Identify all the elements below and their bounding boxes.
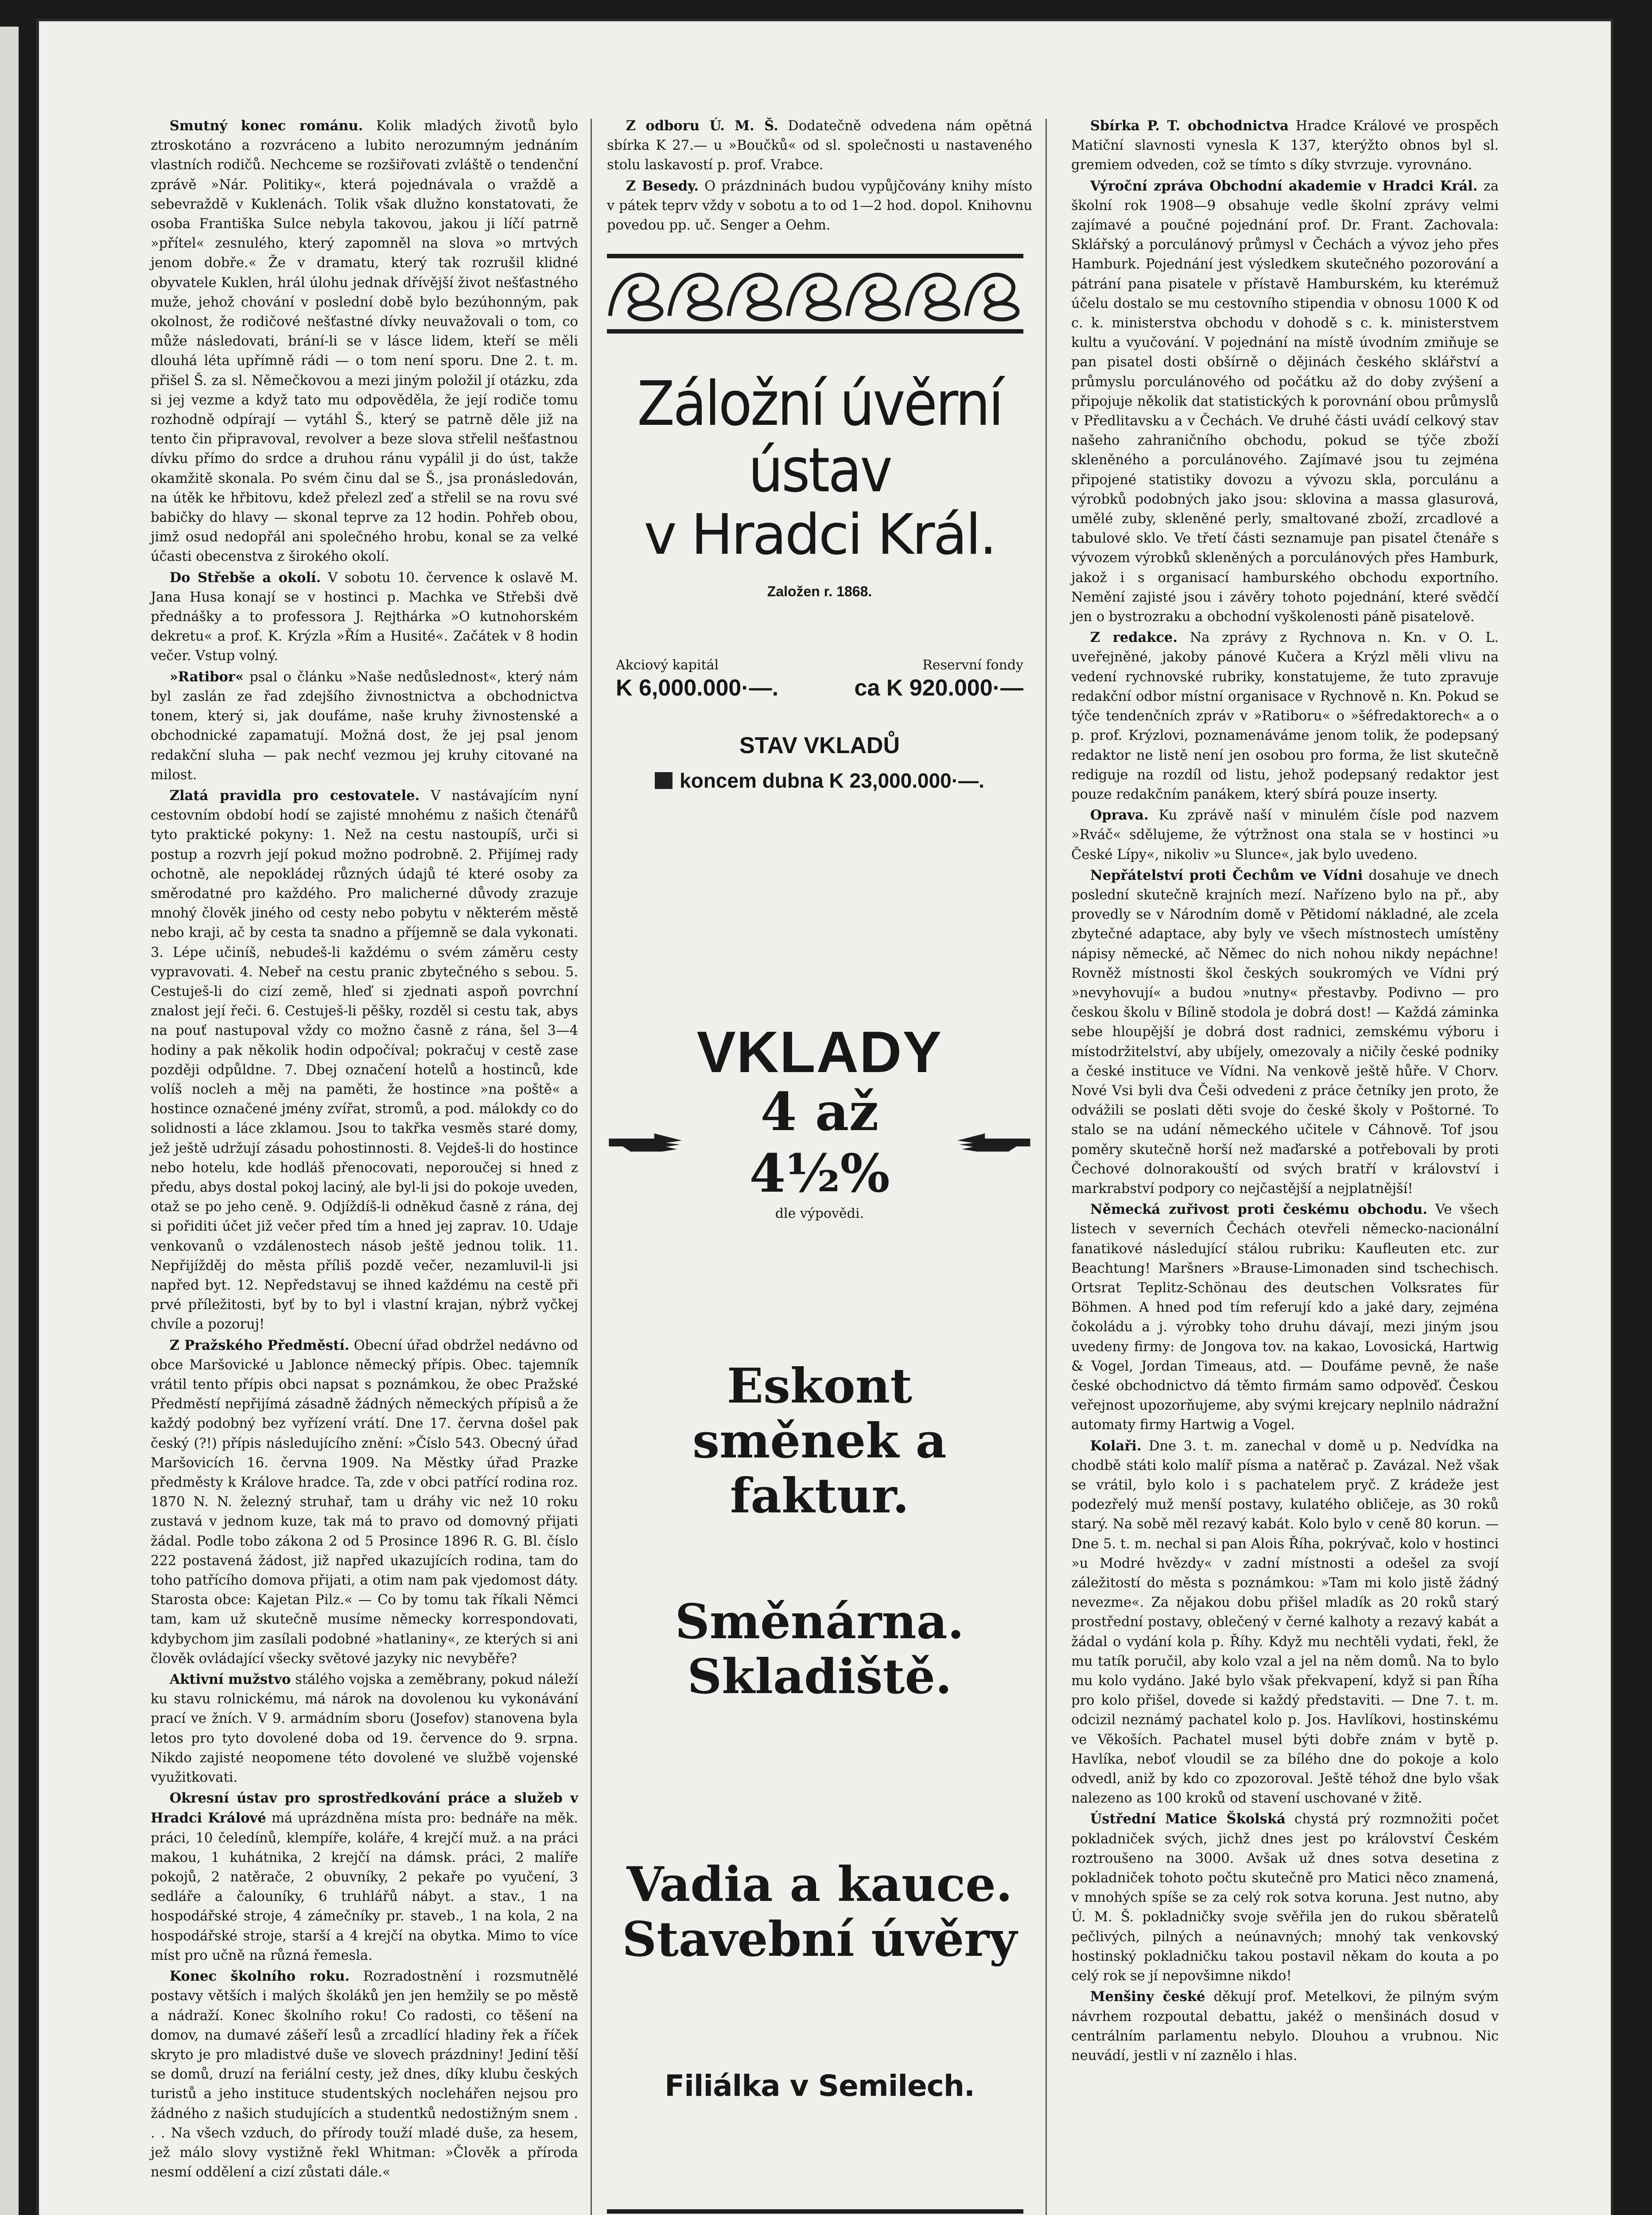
capital-label: Akciový kapitál <box>616 657 719 673</box>
discount-line2: směnek a faktur. <box>692 1413 947 1524</box>
ornament-leaf <box>748 303 780 319</box>
article <box>151 1670 578 1788</box>
article-heading: Zlatá pravidla pro cestovatele. <box>169 787 420 804</box>
deposits-heading: STAV VKLADŮ <box>739 733 900 759</box>
ornament-leaf <box>808 303 840 319</box>
article-heading: Smutný konec románu. <box>169 118 363 134</box>
ornament-flourish <box>788 275 835 316</box>
article-heading: Menšiny české <box>1090 1989 1205 2005</box>
ornament-square-icon <box>655 772 672 789</box>
article <box>1071 176 1499 627</box>
ornament-flourish <box>907 275 954 316</box>
article-heading: Okresní ústav pro sprostředkování práce a služeb v Hradci Králové <box>151 1790 578 1826</box>
article-body: Dodatečně odvedena nám opětná sbírka K 27.— u »Boučků« od sl. společnosti u nastaveného stolu laskavostí p. prof. Vrabce. <box>607 118 1032 173</box>
interest-rate: 4 až 4½% <box>749 1081 890 1205</box>
notice-period: dle výpovědi. <box>775 1206 864 1222</box>
article <box>607 116 1032 175</box>
ornament-leaf <box>867 303 899 319</box>
middle-column <box>607 116 1032 2215</box>
ornament-flourish <box>610 275 657 316</box>
article <box>151 116 578 567</box>
article-body: stálého vojska a zeměbrany, pokud náleží ku stavu rolnickému, má nárok na dovolenou ku vykonávání prací ve žních. V 9. armádním sboru (Josefov) stanovena byla letos pro tyto dovolené doba od 19. července do 9. srpna. Nikdo zajisté neopomene této dovolené ve službě vojenské využitkovati. <box>151 1672 578 1786</box>
article <box>151 1966 578 2182</box>
reserve-value: ca K 920.000·— <box>854 675 1023 701</box>
article-body: chystá prý rozmnožiti počet pokladniček svých, jichž dnes jest po království Českém roztroušeno na 3000. Avšak už dnes sotva desetina z pokladniček tohoto počtu skutečně pro Matici něco znamená, v mnohých spíše se za celý rok sotva koruna. Jest nutno, aby Ú. M. Š. pokladničky svoje svěřila jen do rukou sběratelů pečlivých, pilných a neúnavných; mnohý tak venkovský hostinský pokladničku takou postavil někam do kouta a po celý rok se jí nepovšimne nikdo! <box>1071 1811 1499 1984</box>
article-body: Kolik mladých životů bylo ztroskotáno a rozvráceno a lubito nerozumným jednáním vlastních rodičů. Nechceme se rozšiřovati zvláště o tendenční zprávě »Nár. Politiky«, která pojednávala o vraždě a sebevraždě v Kuklenách. Tolik však dlužno konstatovati, že osoba Františka Sulce nebyla takovou, jakou ji líčí patrně »přítel« zesnulého, který zapomněl na slova »o mrtvých jenom dobře.« Že v dramatu, který tak rozrušil klidné obyvatele Kuklen, hrál úlohu jednak dřívější život nešťastného muže, jehož chování v poslední době bylo bezúhonným, pak okolnost, že rodičové nešťastné dívky neuvažovali o tom, co může následovati, brání-li se v lásce lidem, kteří se měli dlouhá léta upřímně rádi — o tom není sporu. Dne 2. t. m. přišel Š. za sl. Němečkovou a mezi jiným položil jí otázku, zda si jej vezme a když tato mu odpověděla, že její rodiče tomu rozhodně odpírají — vytáhl Š., který se patrně děle již na tento čin připravoval, revolver a beze slova střelil nešťastnou dívku přímo do srdce a druhou ránu vypálil ji do úst, takže okamžitě skonala. Po svém činu dal se Š., jsa pronásledován, na útěk ke hřbitovu, kdež přelezl zeď a střelil se na rovu své babičky do hlavy — skonal teprve za 12 hodin. Pohřeb obou, jimž osud nedopřál ani společného hrobu, konal se za velké účasti obecenstva z širokého okolí. <box>151 118 578 565</box>
article-heading: Výroční zpráva Obchodní akademie v Hradci Král. <box>1090 178 1478 194</box>
article <box>1071 805 1499 865</box>
article-body: má uprázdněna místa pro: bednáře na měk. práci, 10 čeledínů, klempíře, koláře, 4 krejčí muž. a na práci makou, 1 kuhátnika, 2 krejčí na dámsk. práci, 2 malíře pokojů, 2 natěrače, 2 obuvníky, 2 pekaře po vyučení, 3 sedláře a čalouníky, 6 truhlářů nábyt. a stav., 1 na hospodářské stroje, 4 zámečníky pr. staveb., 1 na kola, 2 na hospodářské stroje, starší a 4 krejčí na obytka. Mimo to více míst pro učně na různá řemesla. <box>151 1811 578 1963</box>
article <box>151 1336 578 1669</box>
article-heading: Z odboru Ú. M. Š. <box>626 118 778 134</box>
ornament-flourish <box>966 275 1013 316</box>
article-body: V sobotu 10. července k oslavě M. Jana Husa konají se v hostinci p. Machka ve Střebši dvě přednášky a to professora J. Rejthárka »O kutnohorském dekretu« a prof. K. Krýzla »Řím a Husité«. Začátek v 8 hodin večer. Vstup volný. <box>151 570 579 664</box>
article <box>151 1788 578 1966</box>
article-body: Dne 3. t. m. zanechal v domě u p. Nedvídka na chodbě státi kolo malíř písma a natěrač p. Zavázal. Než však se vrátil, bylo kolo i s pachatelem pryč. Z krádeže jest podezřelý muž menší postavy, kulatého obličeje, as 30 roků starý. Na sobě měl rezavý kabát. Kolo bylo v ceně 80 korun. — Dne 5. t. m. nechal si pan Alois Říha, pokrývač, kolo v hostinci »u Modré hvězdy« v zadní místnosti a odešel za svojí záležitostí do města s poznámkou: »Tam mi kolo jistě žádný nevezme«. Za nějakou dobu přišel mladík as 20 roků starý prostřední postavy, oblečený v černé kalhoty a rezavý kabát a žádal o vydání kola p. Říhy. Když mu nechtěli vydati, řekl, že mu tatík poručil, aby kolo vzal a jel na něm domů. Na to bylo mu kolo vydáno. Jaké bylo však překvapení, když si pan Říha pro kolo přišel, dovede si každý představiti. — Dne 7. t. m. odcizil neznámý pachatel kolo p. Jos. Havlíkovi, hostinskému ve Věkoších. Pachatel musel býti dobře znám v bytě p. Havlíka, neboť vloudil se za bílého dne do pokoje a kolo odvedl, aniž by kdo co zpozoroval. Ještě téhož dne bylo však nalezeno as 100 kroků od stavení uschované v žitě. <box>1071 1438 1499 1807</box>
article-body: Rozradostnění i rozsmutnělé postavy větších i malých školáků jen jen hemžily se po městě a nádraží. Konec školního roku! Co radosti, co těšení na domov, na dumavé zášeří lesů a zrcadlící hladiny řek a říček skryto je pro mladistvé duše ve slovech prázdniny! Jediní těší se domů, druzí na feriální cesty, jež dnes, díky klubu českých turistů a jeho instituce studentských noclehářen nejsou pro žádného z našich studujících a studentků nedostižným snem . . . Na všech vzduch, do přírody touží mladé duše, za hesem, jež málo slovy vystižně řekl Whitman: »Člověk a příroda nesmí oddělení a cizí zůstati dále.« <box>151 1969 579 2180</box>
article-body: psal o článku »Naše nedůslednost«, který nám byl zaslán ze řad zdejšího živnostnictva a obchodnictva tonem, který si, jak doufáme, naše kruhy živnostenské a obchodnické zapamatují. Možná dost, že jej psal jenom redakční sluha — pak nechť vezmou jej kruhy citované na milost. <box>151 669 578 783</box>
article <box>151 568 578 666</box>
column-rule-right <box>1046 119 1047 2215</box>
article <box>1071 1200 1499 1435</box>
article <box>607 176 1032 236</box>
warehouse: Skladiště. <box>687 1649 952 1705</box>
left-column <box>151 116 578 2182</box>
article-heading: Sbírka P. T. obchodnictva <box>1090 118 1289 134</box>
article-heading: Aktivní mužstvo <box>169 1671 291 1688</box>
article <box>151 786 578 1335</box>
article <box>151 667 578 785</box>
column-rule-left <box>591 119 592 2215</box>
right-column <box>1071 116 1499 2066</box>
article-body: Hradce Králové ve prospěch Matiční slavnosti vynesla K 137, kterýžto obnos byl sl. gremiem odveden, což se tímto s díky stvrzuje. vyrovnáno. <box>1071 118 1499 173</box>
article-heading: Z Pražského Předměstí. <box>169 1337 350 1353</box>
bank-advertisement <box>607 368 1032 2103</box>
branch-semily: Filiálka v Semilech. <box>665 2069 975 2103</box>
article-heading: »Ratibor« <box>169 668 244 685</box>
middle-column-notices <box>607 116 1032 235</box>
article <box>1071 1436 1499 1809</box>
article-body: děkují prof. Metelkovi, že pilným svým návrhem rozpoutal debattu, jakéž o menšinách dosud v centrálním parlamentu nebylo. Dlouhou a vrubnou. Nic neuvádí, jestli v ní zaznělo i hlas. <box>1071 1989 1499 2063</box>
ornament-leaf <box>986 303 1018 319</box>
exchange-office: Směnárna. <box>675 1594 964 1650</box>
article-heading: Německá zuřivost proti českému obchodu. <box>1090 1201 1427 1218</box>
article-body: za školní rok 1908—9 obsahuje vedle školní zprávy velmi zajímavé a poučné pojednání prof. Dr. Frant. Zachovala: Sklářský a porculánový průmysl v Čechách a vývoz jeho přes Hamburk. Pojednání jest výsledkem skutečného pozorování a pátrání pana pisatele v přístavě Hamburském, ku kterémuž účelu dostalo se mu cestovního stipendia v obnosu 1000 K od c. k. ministerstva obchodu v dohodě s c. k. ministerstvem kultu a vyučování. V pojednání na místě úvodním zmiňuje se pan pisatel dosti obšírně o dějinách českého sklářství a průmyslu porculánového od počátku až do doby zvýšení a připojuje několik dat statistických k porovnání obou průmyslů v Předlitavsku a v Čechách. Ve druhé části uvádí celkový stav našeho zahraničního obchodu, pokud se týče zboží skleněného a porculánového. Zajímavé jsou tu zejména připojené statistiky dovozu a vývozu skla, porculánu a výrobků podobných jako jsou: sklovina a massa glasurová, umělé zuby, skleněné perly, smaltované zboží, zrcadlové a tabulové sklo. Ve třetí části seznamuje pan pisatel čtenáře s vývozem výrobků skleněných a porculánových přes Hamburk, jakož i s organisací hamburského obchodu exportního. Nemění zajisté jsou i závěry tohoto pojednání, které svědčí jen o bystrozraku a obchodní vyškolenosti páně pisatelově. <box>1071 178 1499 625</box>
article-heading: Konec školního roku. <box>169 1968 350 1985</box>
ornament-flourish <box>669 275 716 316</box>
ornament-leaf <box>689 303 721 319</box>
article <box>1071 866 1499 1199</box>
article-body: Ve všech listech v severních Čechách otevřeli německo-nacionální fanatikové následující stálou rubriku: Kaufleuten etc. zur Beachtung! Maršners »Brause-Limonaden sind tschechisch. Ortsrat Teplitz-Schönau des deutschen Volksrates für Böhmen. A hned pod tím referují kdo a jaké dary, zejména čokoládu a j. výrobky toho druhu dávají, mezi jiným jsou uvedeny firmy: de Jongova tov. na kakao, Lovosická, Hartwig & Vogel, Jordan Timeaus, atd. — Doufáme pevně, že naše české obchodnictvo dá těmto firmám samo odpověď. Českou veřejnost upozorňujeme, aby svými krejcary neplnilo nádražní automaty firmy Hartwig a Vogel. <box>1071 1202 1499 1433</box>
ornament-leaf <box>926 303 958 319</box>
deposits-title: VKLADY <box>696 1019 943 1085</box>
ad-title: Záložní úvěrní ústav <box>637 368 1002 506</box>
building-loans: Stavební úvěry <box>622 1912 1017 1968</box>
article-body: Obecní úřad obdržel nedávno od obce Maršovické u Jablonce německý přípis. Obec. tajemník vrátil tento přípis obci napsat s poznámkou, že obec Pražské Předměstí nepřijímá zásadně žádných německých přípisů a že každý podobný bez vyřízení vrátí. Dne 17. června došel pak český (?!) přípis následujícího znění: »Číslo 543. Obecný úřad Maršovicích 16. června 1909. Na Městky úřad Prazke předměsty k Králove hradce. Ta, zde v obci patřící rodina roz. 1870 N. N. železný struhař, tam u dráhy vic než 10 roku zustavá v jednom kuze, tak má to pravo od domovný přijati žádal. Podle tobo zákona 2 od 5 Prosince 1896 R. G. Bl. číslo 222 postavená žádost, již napřed ukazujících rodina, tam do toho patřícího domova přijati, a otim nam pak vjedomost dáty. Starosta obce: Kajetan Pilz.« — Co by tomu tak říkali Němci tam, kam už skutečně musíme německy korrespondovati, kdybychom jim zasílali podobné »hatlaniny«, ze kterých si ani člověk ovládající všecky světové jazyky nic nevyběře? <box>151 1337 578 1667</box>
article-heading: Kolaři. <box>1090 1438 1142 1454</box>
capital-value: K 6,000.000·—. <box>616 675 779 701</box>
article-body: O prázdninách budou vypůjčovány knihy místo v pátek teprv vždy v sobotu a to od 1—2 hod. dopol. Knihovnu povedou pp. uč. Senger a Oehm. <box>607 178 1032 233</box>
article-heading: Z Besedy. <box>626 178 699 194</box>
reserve-label: Reservní fondy <box>922 657 1023 673</box>
article <box>1071 628 1499 804</box>
article-heading: Do Střebše a okolí. <box>169 569 321 586</box>
article-heading: Z redakce. <box>1090 630 1178 646</box>
pointing-hand-right-icon <box>607 1127 686 1158</box>
ad-founded: Založen r. 1868. <box>767 583 872 600</box>
ornament-flourish <box>729 275 776 316</box>
article-heading: Ústřední Matice Školská <box>1090 1811 1286 1827</box>
article-body: Na zprávy z Rychnova n. Kn. v O. L. uveřejněné, jakoby pánové Kučera a Krýzl měli vlivu na vedení rychnovské rubriky, konstatujeme, že tuto zpravuje redakční odbor místní organisace v Rychnově n. Kn. Pokud se týče tendenčních zpráv v »Ratiboru« o »šéfredaktorech« a o p. prof. Krýzlovi, poznamenáváme jenom tolik, že podepsaný redaktor ne listě není jen osobou pro forma, že list skutečně rediguje na rozdíl od listu, jehož podepsaný redaktor jest pouze redakčním panákem, který sbírá pouze inserty. <box>1071 630 1499 802</box>
deposits-total: koncem dubna K 23,000.000·—. <box>680 769 984 793</box>
article <box>1071 116 1499 175</box>
discount-line1: Eskont <box>727 1358 913 1414</box>
floral-ornament-bottom <box>607 2205 1023 2215</box>
adjacent-page-edge <box>0 27 19 2215</box>
article <box>1071 1987 1499 2066</box>
article-body: Ku zprávě naší v minulém čísle pod nazvem »Rváč« sdělujeme, že výtržnost ona stala se v hostinci »u České Lípy«, nikoliv »u Slunce«, jak bylo uvedeno. <box>1071 808 1499 863</box>
interest-rate-row <box>607 1081 1032 1204</box>
article-body: V nastávajícím nyní cestovním období hodí se zajisté mnohému z našich čtenářů tyto praktické pokyny: 1. Než na cestu nastoupíš, urči si postup a rozvrh její pokud možno podrobně. 2. Přijímej rady ochotně, ale nepokládej různých údajů té které osoby za směrodatné pro každého. Pro malicherné důvody zrazuje mnohý člověk jiného od cesty nebo pobytu v některém městě nebo kraji, ač by cesta ta snadno a příjemně se dala vykonati. 3. Lépe učiníš, nebudeš-li každému o svém záměru cesty vypravovati. 4. Nebeř na cestu pranic zbytečného s sebou. 5. Cestuješ-li do cizí země, hleď si zjednati aspoň povrchní znalost její řeči. 6. Cestuješ-li pěšky, rozděl si cestu tak, abys na pouť nastupoval vždy co možno časně z rána, šel 3—4 hodiny a pak několik hodin odpočíval; pokračuj v cestě zase později odpůldne. 7. Dbej označení hotelů a hostinců, kde volíš nocleh a měj na paměti, že hostince »na poště« a hostince označené jmény zvířat, stromů, a pod. málokdy co do solidnosti a láce zklamou. Jsou to takřka vesměs staré domy, jež ještě udržují zásadu pohostinnosti. 8. Vejdeš-li do hostince nebo hotelu, kde hodláš přenocovati, neporoučej si hned z předu, abys dostal pokoj laciný, ale byl-li jsi do pokoje uveden, otaž se po jeho ceně. 9. Odjíždíš-li odněkud časně z rána, dej si pořiditi účet již večer před tím a hned jej zaprav. 10. Udaje venkovanů o vzdálenostech násob ještě jednou tolik. 11. Nepřijížděj do města příliš pozdě večer, nezamluvil-li jsi napřed byt. 12. Nepředstavuj se ihned každému na cestě při prvé příležitosti, byť by to byl i vlastní krajan, nýbrž vyčkej chvíle a pozoruj! <box>151 788 578 1333</box>
article-body: dosahuje ve dnech poslední skutečně krajních mezí. Nařízeno bylo na př., aby provedly se v Národním domě v Pětidomí nákladné, ale zcela zbytečné adaptace, aby byly ve všech místnostech umístěny nápisy německé, ač Němec do nich nohou nikdy nepáchne! Rovněž místnosti škol českých soukromých ve Vídni prý »nevyhovují« a budou »nutny« přestavby. Podivno — pro českou školu v Bílině stodola je dobrá dost! — Každá záminka sebe hloupější je dobrá dost radnici, zemskému výboru i místodržitelství, aby ubíjely, omezovaly a ničily české podniky a české instituce ve Vídni. Na venkově ještě hůře. V Chorv. Nové Vsi byli dva Češi odvedeni z práce četníky jen proto, že odvážili se poslati děti svoje do české školy v Poštorné. To stalo se na udání německého učitele v Cáhnově. Tof jsou poměry skutečně horší než maďarské a potřebovali by proti Čechové dolnorakouští od svých bratří v království i markrabství podpory co nejčastější a nejplatnější! <box>1071 867 1499 1197</box>
article-heading: Nepřátelství proti Čechům ve Vídni <box>1090 867 1363 883</box>
pointing-hand-left-icon <box>953 1127 1032 1158</box>
deposits-total-row <box>607 769 1032 793</box>
ad-subtitle: v Hradci Král. <box>644 502 995 567</box>
article <box>1071 1809 1499 1986</box>
ornament-leaf <box>630 303 661 319</box>
article-heading: Oprava. <box>1090 807 1149 824</box>
floral-ornament-top <box>607 249 1023 338</box>
bonds-and-deposits: Vadia a kauce. <box>626 1857 1013 1913</box>
ornament-flourish <box>847 275 894 316</box>
